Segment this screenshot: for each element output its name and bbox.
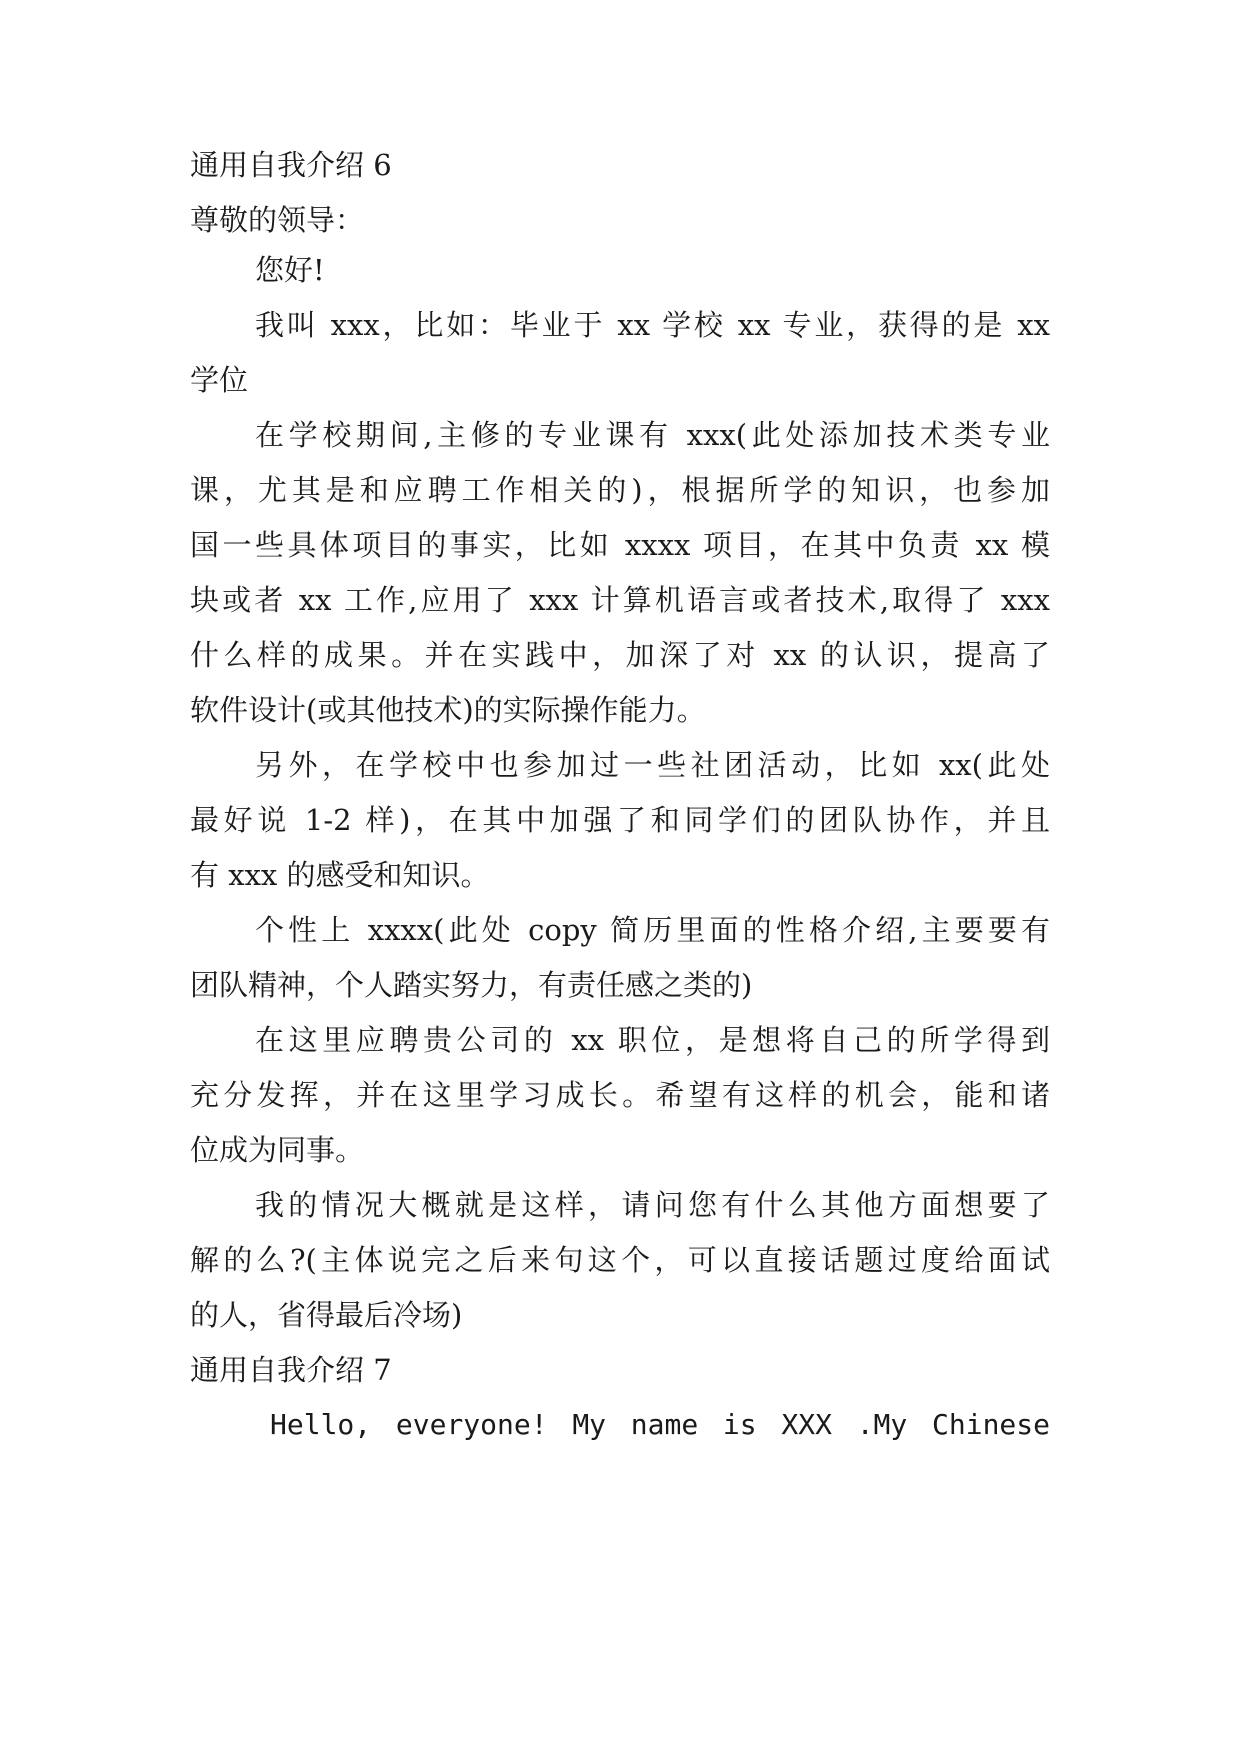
paragraph-line: 团队精神，个人踏实努力，有责任感之类的) (190, 968, 753, 1002)
paragraph-line: 在这里应聘贵公司的 xx 职位，是想将自己的所学得到 (255, 1023, 1050, 1057)
paragraph-line: 我的情况大概就是这样，请问您有什么其他方面想要了 (255, 1188, 1050, 1222)
paragraph-line: 在学校期间,主修的专业课有 xxx(此处添加技术类专业 (255, 418, 1050, 452)
paragraph-line: 什么样的成果。并在实践中，加深了对 xx 的认识，提高了 (190, 638, 1050, 672)
paragraph-line: 位成为同事。 (190, 1133, 365, 1167)
paragraph-line: 学位 (190, 363, 249, 397)
english-paragraph-line: Hello, everyone! My name is XXX .My Chinese (270, 1408, 1050, 1441)
paragraph-line: 充分发挥，并在这里学习成长。希望有这样的机会，能和诸 (190, 1078, 1050, 1112)
paragraph-line: 有 xxx 的感受和知识。 (190, 858, 490, 892)
paragraph-line: 另外，在学校中也参加过一些社团活动，比如 xx(此处 (255, 748, 1050, 782)
paragraph-line: 解的么?(主体说完之后来句这个，可以直接话题过度给面试 (190, 1243, 1050, 1277)
paragraph-line: 软件设计(或其他技术)的实际操作能力。 (190, 693, 706, 727)
greeting: 您好! (255, 253, 325, 287)
paragraph-line: 的人，省得最后冷场) (190, 1298, 463, 1332)
paragraph-line: 国一些具体项目的事实，比如 xxxx 项目，在其中负责 xx 模 (190, 528, 1050, 562)
paragraph-line: 最好说 1-2 样)，在其中加强了和同学们的团队协作，并且 (190, 803, 1050, 837)
section-heading-7: 通用自我介绍 7 (190, 1353, 392, 1387)
paragraph-line: 课，尤其是和应聘工作相关的)，根据所学的知识，也参加 (190, 473, 1050, 507)
paragraph-line: 块或者 xx 工作,应用了 xxx 计算机语言或者技术,取得了 xxx (190, 583, 1050, 617)
salutation: 尊敬的领导： (190, 203, 365, 237)
section-heading-6: 通用自我介绍 6 (190, 148, 392, 182)
paragraph-line: 个性上 xxxx(此处 copy 简历里面的性格介绍,主要要有 (255, 913, 1050, 947)
paragraph-line: 我叫 xxx，比如：毕业于 xx 学校 xx 专业，获得的是 xx (255, 308, 1050, 342)
